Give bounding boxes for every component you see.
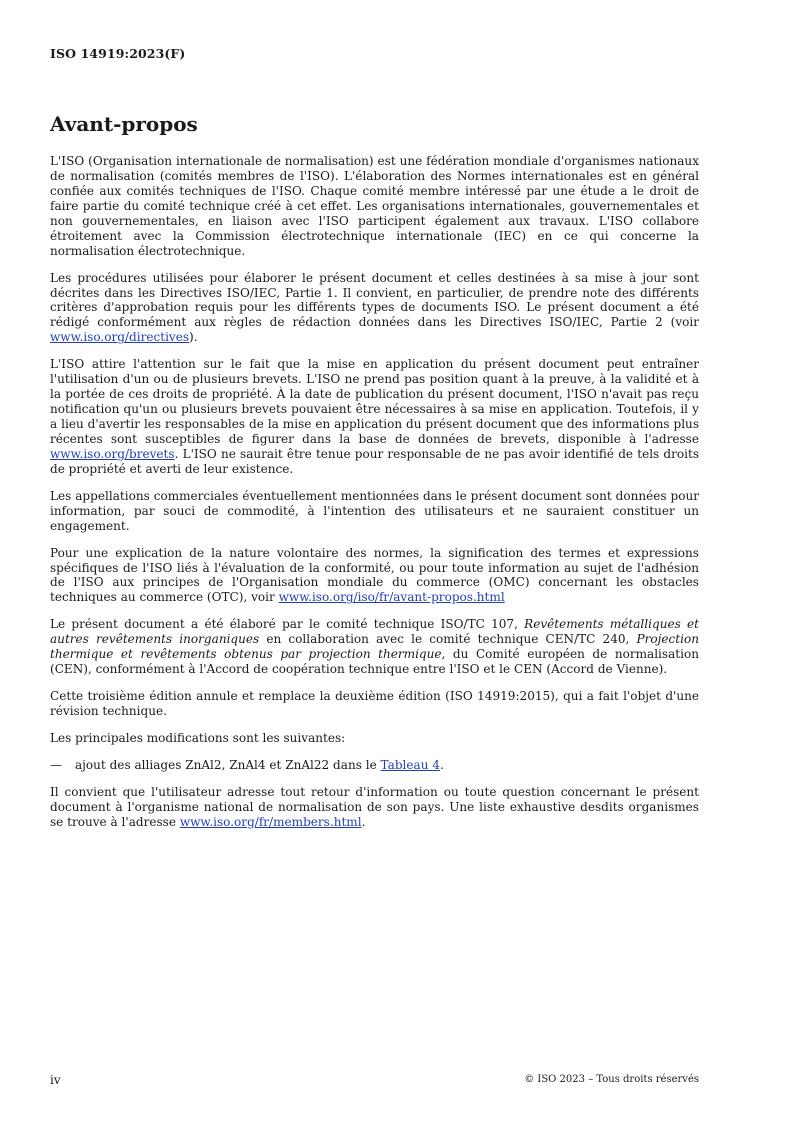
paragraph-text: Les procédures utilisées pour élaborer le présent document et celles destinées à sa mise à jour sont décrites dans les Directives ISO/IEC, Partie 1. Il convient, en particulier, de prendre note des différents critères d'approbation requis pour les différents types de documents ISO. Le présent document a été rédigé conformément aux règles de rédaction données dans les Directives ISO/IEC, Partie 2 (voir xyxy=(50,270,699,330)
section-title: Avant-propos xyxy=(50,112,198,136)
committee-title-italic: Revêtements métalliques et autres revêtements inorganiques xyxy=(50,617,699,647)
paragraph-committee xyxy=(50,617,699,677)
paragraph-text: L'ISO attire l'attention sur le fait que la mise en application du présent document peut entraîner l'utilisation d'un ou de plusieurs brevets. L'ISO ne prend pas position quant à la preuve, à la validité et à la portée de ces droits de propriété. À la date de publication du présent document, l'ISO n'avait pas reçu notification qu'un ou plusieurs brevets pouvaient être nécessaires à sa mise en application. Toutefois, il y a lieu d'avertir les responsables de la mise en application du présent document que des informations plus récentes sont susceptibles de figurer dans la base de données de brevets, disponible à l'adresse xyxy=(50,357,699,446)
paragraph-text: ajout des alliages ZnAl2, ZnAl4 et ZnAl22 dans le xyxy=(75,757,381,772)
table-4-link[interactable]: Tableau 4 xyxy=(380,757,440,772)
paragraph-changes-intro: Les principales modifications sont les suivantes: xyxy=(50,730,346,745)
paragraph-iso-intro: L'ISO (Organisation internationale de normalisation) est une fédération mondiale d'organismes nationaux de normalisation (comités membres de l'ISO). L'élaboration des Normes internationales est en général confiée aux comités techniques de l'ISO. Chaque comité membre intéressé par une étude a le droit de faire partie du comité technique créé à cet effet. Les organisations internationales, gouvernementales et non gouvernementales, en liaison avec l'ISO participent également aux travaux. L'ISO collabore étroitement avec la Commission électrotechnique internationale (IEC) en ce qui concerne la normalisation électrotechnique. xyxy=(50,154,699,258)
list-item-text xyxy=(75,758,444,773)
paragraph-procedures xyxy=(50,271,699,346)
paragraph-text: Il convient que l'utilisateur adresse tout retour d'information ou toute question concernant le présent document à l'organisme national de normalisation de son pays. Une liste exhaustive desdits organismes se trouve à l'adresse xyxy=(50,784,699,829)
paragraph-feedback xyxy=(50,785,699,830)
paragraph-text: en collaboration avec le comité technique CEN/TC 240, xyxy=(259,632,637,647)
foreword-info-link[interactable]: www.iso.org/iso/fr/avant-propos.html xyxy=(278,590,505,605)
paragraph-text: . xyxy=(439,757,444,772)
paragraph-text: Le présent document a été élaboré par le comité technique ISO/TC 107, xyxy=(50,617,525,632)
paragraph-voluntary-nature xyxy=(50,546,699,606)
paragraph-text: du Comité européen de normalisation (CEN), conformément à l'Accord de coopération technique entre l'ISO et le CEN (Accord de Vienne). xyxy=(50,647,699,677)
paragraph-text: Pour une explication de la nature volontaire des normes, la signification des termes et expressions spécifiques de l'ISO liés à l'évaluation de la conformité, ou pour toute information au sujet de l'adhésion de l'ISO aux principes de l'Organisation mondiale du commerce (OMC) concernant les obstacles techniques au commerce (OTC), voir xyxy=(50,545,699,605)
cen-committee-title-italic: Projection thermique et revêtements obtenus par projection thermique, xyxy=(50,632,699,662)
copyright-notice: © ISO 2023 – Tous droits réservés xyxy=(524,1074,699,1085)
document-identifier: ISO 14919:2023(F) xyxy=(50,46,186,61)
page-number: iv xyxy=(50,1073,61,1087)
paragraph-trade-names: Les appellations commerciales éventuellement mentionnées dans le présent document sont données pour information, par souci de commodité, à l'intention des utilisateurs et ne sauraient constituer un engagement. xyxy=(50,488,699,533)
paragraph-text: . xyxy=(361,814,366,829)
paragraph-text: ). xyxy=(189,330,198,345)
list-item xyxy=(50,758,699,773)
list-dash: — xyxy=(50,757,63,772)
members-link[interactable]: www.iso.org/fr/members.html xyxy=(179,814,362,829)
directives-link[interactable]: www.iso.org/directives xyxy=(50,330,190,345)
paragraph-patents xyxy=(50,357,699,477)
paragraph-text: . L'ISO ne saurait être tenue pour responsable de ne pas avoir identifié de tels droits de propriété et averti de leur existence. xyxy=(50,446,699,476)
patents-link[interactable]: www.iso.org/brevets xyxy=(50,446,175,461)
foreword-body xyxy=(50,154,699,842)
paragraph-edition: Cette troisième édition annule et remplace la deuxième édition (ISO 14919:2015), qui a fait l'objet d'une révision technique. xyxy=(50,689,699,718)
